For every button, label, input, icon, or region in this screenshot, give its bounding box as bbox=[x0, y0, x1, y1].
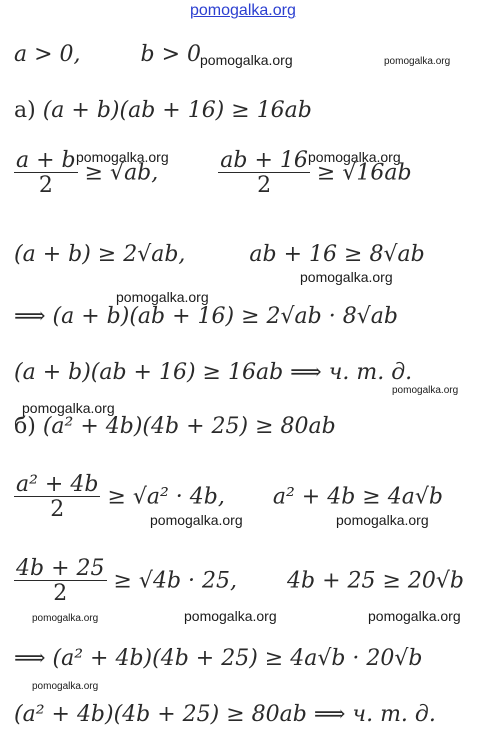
fraction-denominator: 2 bbox=[218, 172, 310, 197]
fraction-numerator: a² + 4b bbox=[16, 472, 99, 497]
conclusion-text: (a + b)(ab + 16) ≥ 16ab ⟹ ч. т. д. bbox=[14, 360, 413, 385]
watermark: pomogalka.org bbox=[116, 289, 209, 305]
fraction bbox=[14, 474, 100, 521]
ineq-left: (a + b) ≥ 2√ab, bbox=[14, 242, 186, 267]
given-line bbox=[14, 44, 201, 66]
implication-b bbox=[14, 648, 423, 670]
conclusion-a bbox=[14, 362, 412, 384]
given-b: b > 0 bbox=[140, 42, 202, 67]
part-b-statement bbox=[14, 416, 336, 438]
conclusion-text: (a² + 4b)(4b + 25) ≥ 80ab ⟹ ч. т. д. bbox=[14, 702, 436, 727]
watermark: pomogalka.org bbox=[32, 613, 99, 624]
fraction-rhs: ≥ √ab, bbox=[84, 160, 159, 186]
watermark: pomogalka.org bbox=[384, 56, 451, 67]
ineq-right: 4b + 25 ≥ 20√b bbox=[287, 568, 465, 594]
part-a-statement bbox=[14, 100, 312, 122]
watermark: pomogalka.org bbox=[392, 385, 459, 396]
part-b-label: б) bbox=[14, 414, 36, 439]
fraction-denominator: 2 bbox=[14, 580, 107, 605]
fraction bbox=[14, 150, 78, 197]
am-gm-fractions-b2 bbox=[14, 558, 464, 605]
fraction-denominator: 2 bbox=[14, 496, 100, 521]
part-a-expr: (a + b)(ab + 16) ≥ 16ab bbox=[42, 98, 312, 123]
fraction-denominator: 2 bbox=[14, 172, 78, 197]
watermark: pomogalka.org bbox=[336, 512, 429, 528]
implication-text: ⟹ (a + b)(ab + 16) ≥ 2√ab · 8√ab bbox=[14, 304, 398, 329]
watermark: pomogalka.org bbox=[368, 608, 461, 624]
fraction-rhs: ≥ √a² · 4b, bbox=[107, 484, 225, 510]
watermark: pomogalka.org bbox=[308, 149, 401, 165]
watermark: pomogalka.org bbox=[22, 400, 115, 416]
fraction-rhs: ≥ √4b · 25, bbox=[113, 568, 237, 594]
watermark: pomogalka.org bbox=[76, 149, 169, 165]
fraction-rhs: ≥ √16ab bbox=[316, 160, 412, 186]
ineq-right: ab + 16 ≥ 8√ab bbox=[249, 242, 425, 267]
implication-a bbox=[14, 306, 398, 328]
implication-text: ⟹ (a² + 4b)(4b + 25) ≥ 4a√b · 20√b bbox=[14, 646, 423, 671]
watermark: pomogalka.org bbox=[150, 512, 243, 528]
fraction-numerator: 4b + 25 bbox=[16, 556, 105, 581]
watermark-top-link[interactable]: pomogalka.org bbox=[190, 2, 296, 19]
watermark: pomogalka.org bbox=[184, 608, 277, 624]
inequalities-a bbox=[14, 244, 425, 266]
fraction-numerator: a + b bbox=[16, 148, 76, 173]
part-a-label: а) bbox=[14, 98, 36, 123]
watermark: pomogalka.org bbox=[200, 52, 293, 68]
ineq-right: a² + 4b ≥ 4a√b bbox=[272, 484, 443, 510]
fraction bbox=[14, 558, 107, 605]
fraction-numerator: ab + 16 bbox=[220, 148, 308, 173]
given-a: a > 0, bbox=[14, 42, 81, 67]
part-b-expr: (a² + 4b)(4b + 25) ≥ 80ab bbox=[42, 414, 336, 439]
watermark: pomogalka.org bbox=[300, 269, 393, 285]
fraction bbox=[218, 150, 310, 197]
conclusion-b bbox=[14, 704, 436, 726]
watermark: pomogalka.org bbox=[32, 681, 99, 692]
